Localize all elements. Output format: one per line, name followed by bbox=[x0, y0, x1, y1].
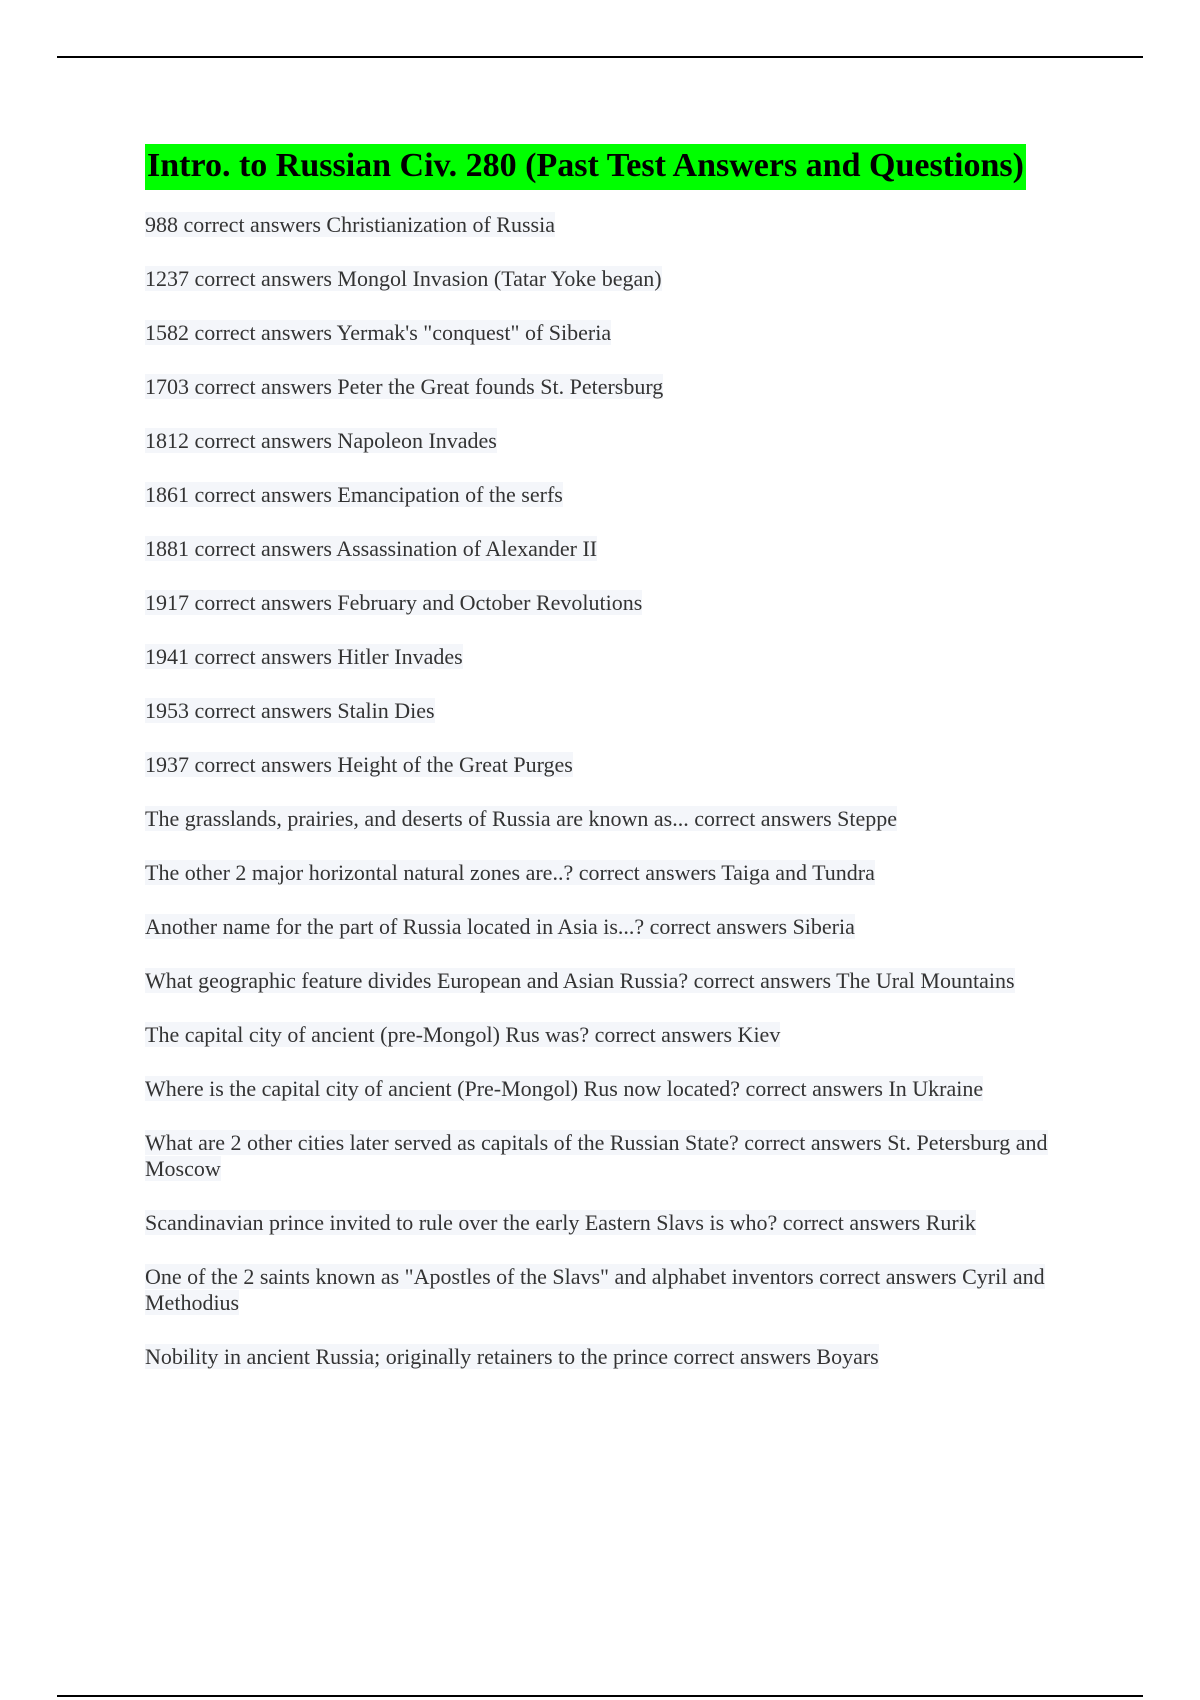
qa-item bbox=[145, 698, 1085, 724]
qa-item bbox=[145, 212, 1085, 238]
qa-item bbox=[145, 482, 1085, 508]
qa-item-text: 1941 correct answers Hitler Invades bbox=[145, 644, 463, 669]
qa-item bbox=[145, 914, 1085, 940]
document-body bbox=[145, 144, 1085, 1369]
qa-item-text: 1953 correct answers Stalin Dies bbox=[145, 698, 435, 723]
qa-item-text: 1937 correct answers Height of the Great Purges bbox=[145, 752, 573, 777]
qa-item-text: 1812 correct answers Napoleon Invades bbox=[145, 428, 497, 453]
qa-item bbox=[145, 266, 1085, 292]
qa-item bbox=[145, 320, 1085, 346]
qa-item-text: 1881 correct answers Assassination of Alexander II bbox=[145, 536, 598, 561]
qa-item-text: What are 2 other cities later served as capitals of the Russian State? correct answers St. Petersburg and Moscow bbox=[145, 1130, 1048, 1181]
qa-item-text: One of the 2 saints known as "Apostles of the Slavs" and alphabet inventors correct answers Cyril and Methodius bbox=[145, 1264, 1045, 1315]
qa-item bbox=[145, 806, 1085, 832]
qa-item-text: Nobility in ancient Russia; originally retainers to the prince correct answers Boyars bbox=[145, 1344, 879, 1369]
qa-item-text: Another name for the part of Russia located in Asia is...? correct answers Siberia bbox=[145, 914, 855, 939]
qa-item bbox=[145, 752, 1085, 778]
qa-item-text: Where is the capital city of ancient (Pre-Mongol) Rus now located? correct answers In Ukraine bbox=[145, 1076, 984, 1101]
qa-item-text: 1237 correct answers Mongol Invasion (Tatar Yoke began) bbox=[145, 266, 662, 291]
qa-item-text: Scandinavian prince invited to rule over the early Eastern Slavs is who? correct answers Rurik bbox=[145, 1210, 976, 1235]
qa-item bbox=[145, 1210, 1085, 1236]
qa-item bbox=[145, 968, 1085, 994]
qa-item-text: 988 correct answers Christianization of Russia bbox=[145, 212, 555, 237]
qa-item bbox=[145, 1264, 1085, 1316]
qa-item bbox=[145, 428, 1085, 454]
qa-item-text: 1917 correct answers February and October Revolutions bbox=[145, 590, 643, 615]
qa-item-text: The capital city of ancient (pre-Mongol) Rus was? correct answers Kiev bbox=[145, 1022, 781, 1047]
qa-item bbox=[145, 1022, 1085, 1048]
qa-list bbox=[145, 212, 1085, 1398]
qa-item bbox=[145, 374, 1085, 400]
qa-item bbox=[145, 1130, 1085, 1182]
qa-item bbox=[145, 536, 1085, 562]
qa-item bbox=[145, 1076, 1085, 1102]
top-rule bbox=[57, 56, 1143, 58]
qa-item-text: The other 2 major horizontal natural zones are..? correct answers Taiga and Tundra bbox=[145, 860, 875, 885]
bottom-rule bbox=[57, 1695, 1143, 1697]
document-title: Intro. to Russian Civ. 280 (Past Test Answers and Questions) bbox=[145, 144, 1026, 190]
qa-item-text: 1582 correct answers Yermak's "conquest" of Siberia bbox=[145, 320, 612, 345]
qa-item bbox=[145, 644, 1085, 670]
qa-item-text: 1861 correct answers Emancipation of the serfs bbox=[145, 482, 563, 507]
qa-item-text: 1703 correct answers Peter the Great founds St. Petersburg bbox=[145, 374, 664, 399]
qa-item bbox=[145, 1344, 1085, 1370]
qa-item bbox=[145, 860, 1085, 886]
qa-item-text: What geographic feature divides European and Asian Russia? correct answers The Ural Mountains bbox=[145, 968, 1015, 993]
qa-item bbox=[145, 590, 1085, 616]
qa-item-text: The grasslands, prairies, and deserts of Russia are known as... correct answers Steppe bbox=[145, 806, 898, 831]
